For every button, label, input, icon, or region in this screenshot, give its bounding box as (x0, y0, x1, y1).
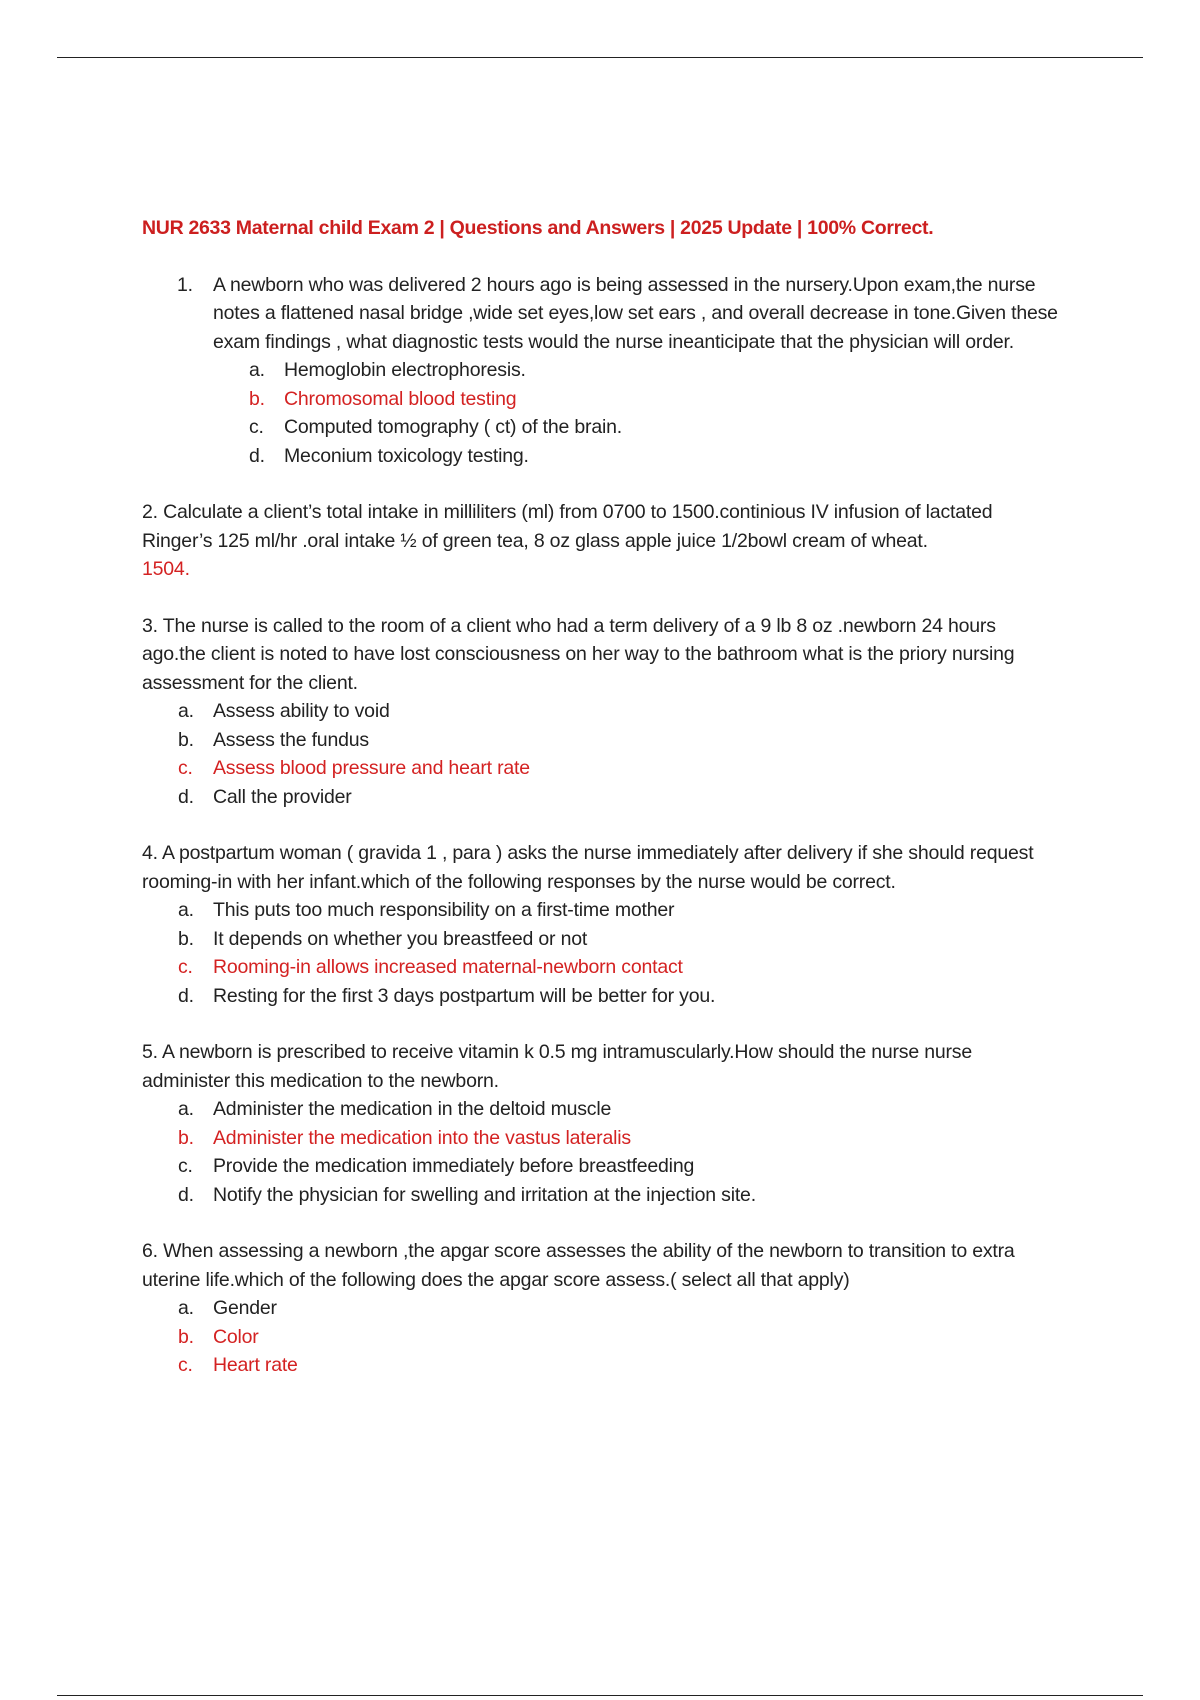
question-2-text: 2. Calculate a client’s total intake in milliliters (ml) from 0700 to 1500.continious IV infusion of lactated Ringer’s 125 ml/hr .oral intake ½ of green tea, 8 oz glass apple juice 1/2bowl cream of wheat. (142, 501, 993, 552)
footer-rule (57, 1695, 1143, 1696)
option-item-correct: b. Chromosomal blood testing (249, 387, 517, 410)
option-item: a. Hemoglobin electrophoresis. (249, 359, 526, 381)
question-6-text: 6. When assessing a newborn ,the apgar score assesses the ability of the newborn to transition to extra uterine life.which of the following does the apgar score assess.( select all that apply) (142, 1240, 1015, 1291)
option-item: d. Resting for the first 3 days postpartum will be better for you. (178, 984, 716, 1007)
question-1-text: A newborn who was delivered 2 hours ago is being assessed in the nursery.Upon exam,the nurse notes a flattened nasal bridge ,wide set eyes,low set ears , and overall decrease in tone.Given these exam findings , what diagnostic tests would the nurse ineanticipate that the physician will order. (213, 273, 1058, 353)
option-item: c. Provide the medication immediately before breastfeeding (178, 1155, 695, 1177)
question-4-text: 4. A postpartum woman ( gravida 1 , para ) asks the nurse immediately after delivery if she should request rooming-in with her infant.which of the following responses by the nurse would be correct. (142, 842, 1034, 893)
option-item: b. Assess the fundus (178, 728, 369, 751)
question-1 (177, 271, 1062, 357)
option-item-correct: b. Administer the medication into the vastus lateralis (178, 1126, 631, 1149)
option-item-correct: c. Rooming-in allows increased maternal-newborn contact (178, 956, 683, 978)
question-3-text: 3. The nurse is called to the room of a client who had a term delivery of a 9 lb 8 oz .newborn 24 hours ago.the client is noted to have lost consciousness on her way to the bathroom what is the priory nursing assessment for the client. (142, 614, 1015, 694)
option-item: d. Meconium toxicology testing. (249, 444, 529, 467)
question-4 (142, 839, 1062, 1010)
option-item-correct: b. Color (178, 1325, 259, 1348)
option-item: c. Computed tomography ( ct) of the brain. (249, 416, 622, 438)
question-2-answer: 1504. (142, 558, 190, 580)
question-4-options (178, 896, 1062, 1010)
option-item: a. Gender (178, 1297, 277, 1319)
question-2 (142, 498, 1062, 584)
header-rule (57, 57, 1143, 58)
question-3-options (178, 697, 1062, 811)
question-5-options (178, 1095, 1062, 1209)
question-1-number: 1. (177, 273, 193, 296)
option-item: a. Assess ability to void (178, 700, 390, 722)
option-item: b. It depends on whether you breastfeed or not (178, 927, 588, 950)
option-item-correct: c. Assess blood pressure and heart rate (178, 757, 530, 779)
document-content (142, 214, 1062, 1380)
option-item: a. Administer the medication in the deltoid muscle (178, 1098, 612, 1120)
option-item: d. Call the provider (178, 785, 352, 808)
option-item: a. This puts too much responsibility on a first-time mother (178, 899, 675, 921)
document-title: NUR 2633 Maternal child Exam 2 | Questions and Answers | 2025 Update | 100% Correct. (142, 217, 934, 239)
question-1-options (249, 356, 1062, 470)
option-item: d. Notify the physician for swelling and irritation at the injection site. (178, 1183, 756, 1206)
question-6-options (178, 1294, 1062, 1380)
option-item-correct: c. Heart rate (178, 1354, 298, 1376)
question-5-text: 5. A newborn is prescribed to receive vitamin k 0.5 mg intramuscularly.How should the nurse nurse administer this medication to the newborn. (142, 1041, 972, 1092)
question-5 (142, 1038, 1062, 1209)
question-3 (142, 612, 1062, 812)
question-6 (142, 1237, 1062, 1380)
